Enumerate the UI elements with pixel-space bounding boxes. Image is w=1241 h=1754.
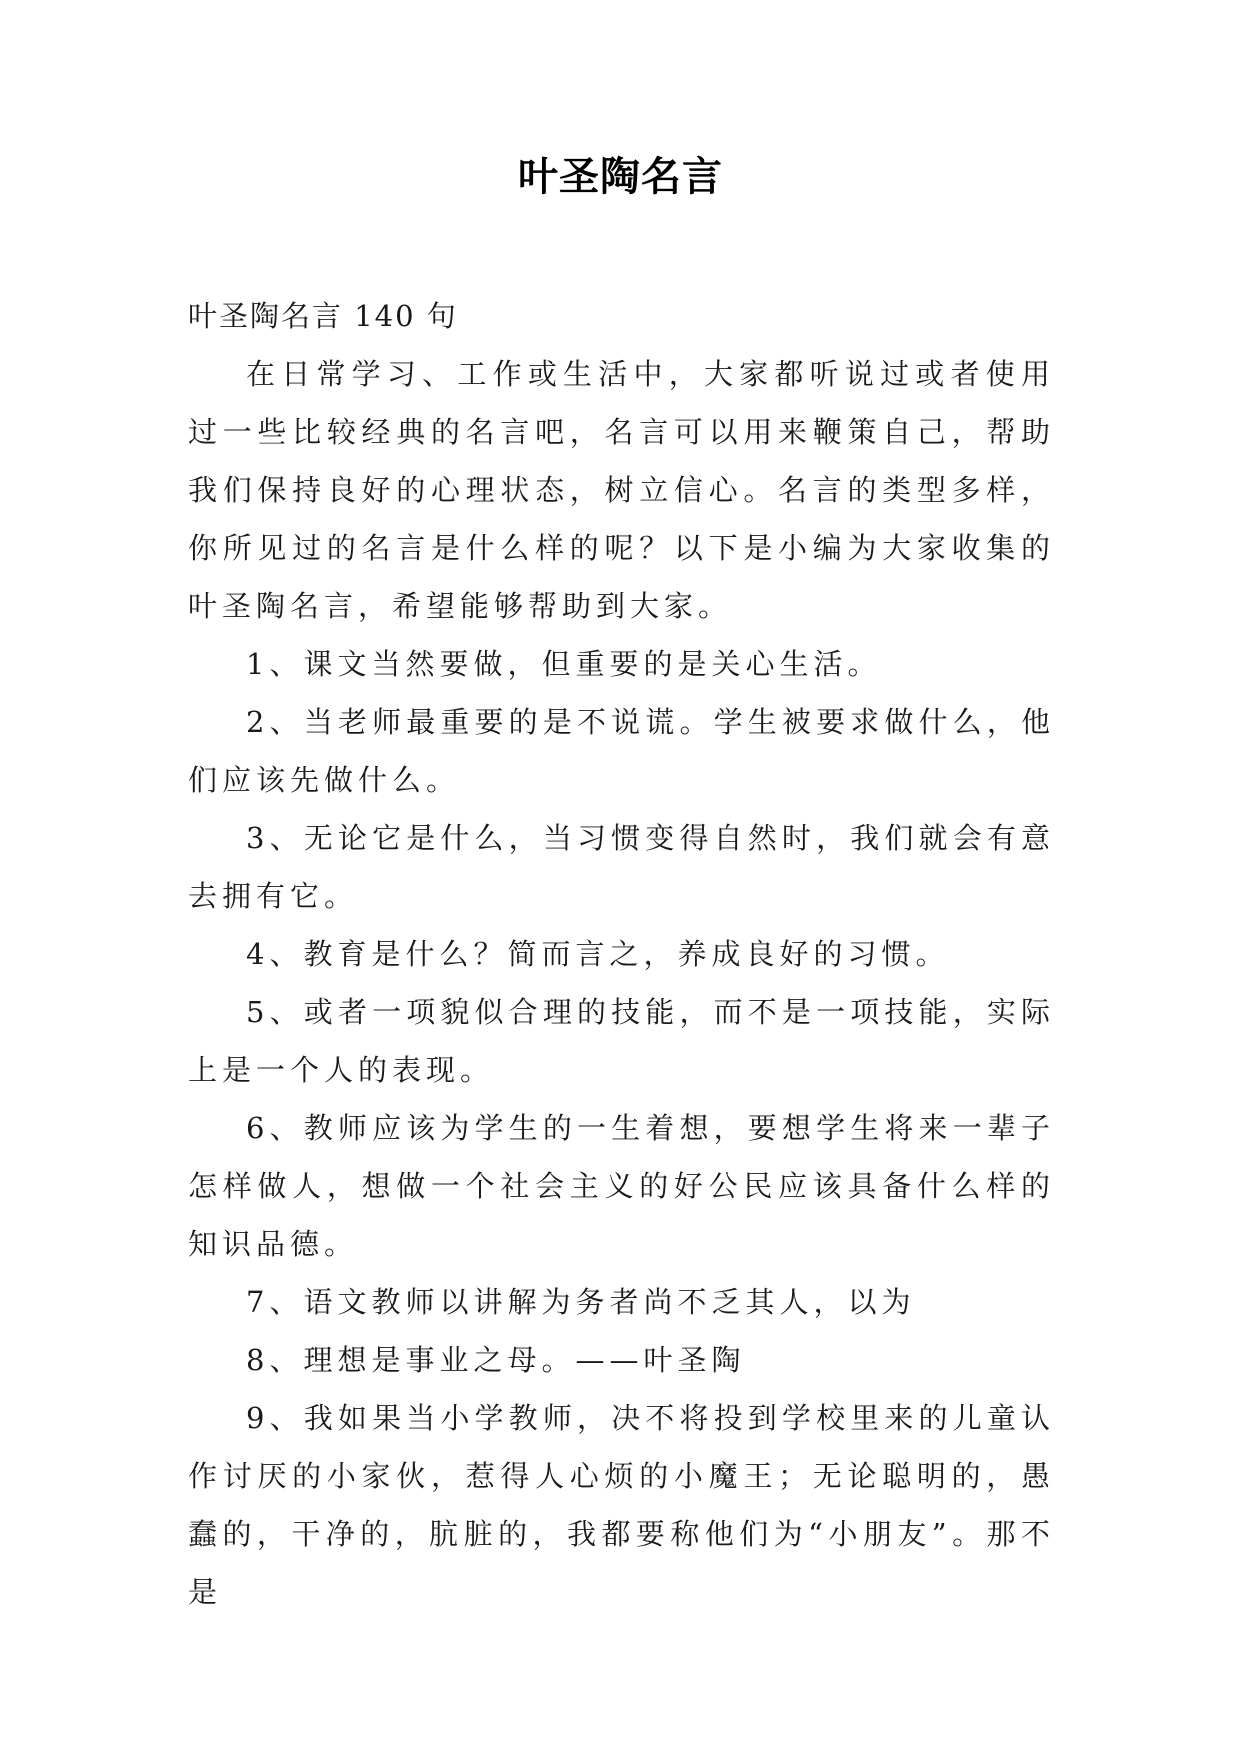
quote-paragraph: 6、教师应该为学生的一生着想，要想学生将来一辈子怎样做人，想做一个社会主义的好公民应该具备什么样的知识品德。 <box>188 1111 1055 1261</box>
quote-paragraph: 1、课文当然要做，但重要的是关心生活。 <box>246 647 882 681</box>
quote-paragraph: 4、教育是什么？简而言之，养成良好的习惯。 <box>246 937 950 971</box>
quote-paragraph: 2、当老师最重要的是不说谎。学生被要求做什么，他们应该先做什么。 <box>188 705 1055 797</box>
quote-paragraph: 8、理想是事业之母。——叶圣陶 <box>246 1343 746 1377</box>
quote-paragraph: 7、语文教师以讲解为务者尚不乏其人，以为 <box>246 1285 916 1319</box>
document-subtitle: 叶圣陶名言 140 句 <box>188 299 458 333</box>
intro-paragraph: 在日常学习、工作或生活中，大家都听说过或者使用过一些比较经典的名言吧，名言可以用来鞭策自己，帮助我们保持良好的心理状态，树立信心。名言的类型多样，你所见过的名言是什么样的呢？以下是小编为大家收集的叶圣陶名言，希望能够帮助到大家。 <box>188 357 1055 623</box>
quote-paragraph: 3、无论它是什么，当习惯变得自然时，我们就会有意去拥有它。 <box>188 821 1055 913</box>
quote-paragraph: 5、或者一项貌似合理的技能，而不是一项技能，实际上是一个人的表现。 <box>188 995 1055 1087</box>
document-title: 叶圣陶名言 <box>518 154 723 200</box>
document-body <box>188 287 1055 1621</box>
quote-paragraph: 9、我如果当小学教师，决不将投到学校里来的儿童认作讨厌的小家伙，惹得人心烦的小魔王；无论聪明的，愚蠢的，干净的，肮脏的，我都要称他们为“小朋友”。那不是 <box>188 1401 1055 1609</box>
